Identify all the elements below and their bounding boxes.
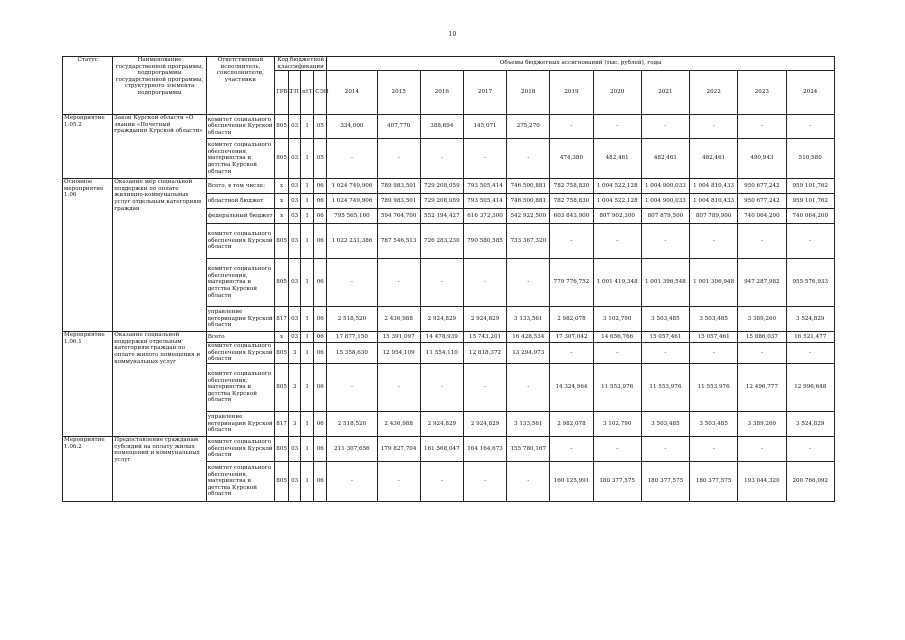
value-cell: 807 789,900 xyxy=(690,209,738,224)
value-cell: 11 553,976 xyxy=(690,363,738,411)
value-cell: 1 004 522,128 xyxy=(593,194,641,209)
code-cell: 06 xyxy=(314,224,327,259)
responsible-cell: федеральный бюджет xyxy=(206,209,274,224)
value-cell: 510,580 xyxy=(786,139,835,179)
value-cell: - xyxy=(738,436,786,461)
responsible-cell: комитет социального обеспечения Курской области xyxy=(206,436,274,461)
value-cell: 740 064,200 xyxy=(738,209,786,224)
value-cell: 14 478,939 xyxy=(420,332,463,343)
code-cell: 06 xyxy=(314,209,327,224)
value-cell: 482,461 xyxy=(690,139,738,179)
value-cell: 1 022 231,386 xyxy=(327,224,377,259)
value-cell: - xyxy=(550,343,593,364)
code-cell: 03 xyxy=(289,307,301,332)
value-cell: 603 843,900 xyxy=(550,209,593,224)
code-cell: 03 xyxy=(289,332,301,343)
code-cell: 06 xyxy=(314,343,327,364)
responsible-cell: комитет социального обеспечения, материнства и детства Курской области xyxy=(206,139,274,179)
value-cell: 334,000 xyxy=(327,115,377,139)
value-cell: 950 677,242 xyxy=(738,194,786,209)
code-cell: 06 xyxy=(314,411,327,436)
value-cell: - xyxy=(327,363,377,411)
value-cell: 955 576,933 xyxy=(786,259,835,307)
value-cell: 180 377,575 xyxy=(593,461,641,501)
code-cell: 1 xyxy=(301,461,314,501)
value-cell: 959 101,762 xyxy=(786,194,835,209)
value-cell: 3 389,260 xyxy=(738,411,786,436)
value-cell: - xyxy=(593,436,641,461)
value-cell: 1 004 810,433 xyxy=(690,179,738,194)
code-cell: 03 xyxy=(289,461,301,501)
value-cell: 388,694 xyxy=(420,115,463,139)
value-cell: - xyxy=(420,461,463,501)
value-cell: - xyxy=(786,115,835,139)
value-cell: 2 982,078 xyxy=(550,411,593,436)
value-cell: - xyxy=(690,115,738,139)
table-row xyxy=(63,332,835,343)
value-cell: - xyxy=(463,139,506,179)
value-cell: 145,071 xyxy=(463,115,506,139)
value-cell: 729 208,059 xyxy=(420,194,463,209)
code-cell: х xyxy=(275,194,289,209)
value-cell: 490,943 xyxy=(738,139,786,179)
value-cell: - xyxy=(507,461,550,501)
value-cell: - xyxy=(690,436,738,461)
code-cell: 805 xyxy=(275,436,289,461)
value-cell: - xyxy=(738,115,786,139)
header-year: 2020 xyxy=(593,71,641,115)
value-cell: - xyxy=(550,436,593,461)
header-code-col: ГРБС xyxy=(275,71,289,115)
value-cell: 2 436,988 xyxy=(377,411,420,436)
value-cell: 542 922,500 xyxy=(507,209,550,224)
value-cell: 789 983,501 xyxy=(377,179,420,194)
value-cell: - xyxy=(463,363,506,411)
code-cell: 1 xyxy=(301,332,314,343)
responsible-cell: управление ветеринарии Курской области xyxy=(206,411,274,436)
value-cell: 161 568,047 xyxy=(420,436,463,461)
value-cell: 15 057,461 xyxy=(641,332,689,343)
code-cell: 3 xyxy=(289,343,301,364)
code-cell: 3 xyxy=(289,411,301,436)
value-cell: 795 565,100 xyxy=(327,209,377,224)
code-cell: 1 xyxy=(301,436,314,461)
value-cell: - xyxy=(690,224,738,259)
value-cell: - xyxy=(550,115,593,139)
value-cell: 779 776,752 xyxy=(550,259,593,307)
value-cell: - xyxy=(463,461,506,501)
value-cell: 15 358,630 xyxy=(327,343,377,364)
code-cell: 03 xyxy=(289,115,301,139)
responsible-cell: комитет социального обеспечения Курской области xyxy=(207,343,273,363)
code-cell: 817 xyxy=(275,411,289,436)
table-row xyxy=(63,179,835,194)
name-cell: Оказание мер социальной поддержки по оплате жилищно-коммунальных услуг отдельным категориям граждан xyxy=(113,179,206,332)
value-cell: - xyxy=(593,224,641,259)
name-cell: Предоставление гражданам субсидий на оплату жилых помещений и коммунальных услуг xyxy=(113,436,206,501)
value-cell: - xyxy=(593,343,641,364)
responsible-cell: комитет социального обеспечения Курской области xyxy=(206,115,274,139)
value-cell: 733 367,320 xyxy=(507,224,550,259)
header-budget-code: Код бюджетной классификации xyxy=(275,57,327,71)
value-cell: 2 436,988 xyxy=(377,307,420,332)
code-cell: 06 xyxy=(314,461,327,501)
value-cell: 482,461 xyxy=(593,139,641,179)
status-cell: Мероприятие 1.05.2 xyxy=(63,115,113,179)
header-year: 2019 xyxy=(550,71,593,115)
code-cell: 03 xyxy=(289,139,301,179)
value-cell: - xyxy=(507,363,550,411)
value-cell: 1 004 900,033 xyxy=(641,194,689,209)
table-row xyxy=(63,436,835,461)
value-cell: 164 164,673 xyxy=(463,436,506,461)
header-year: 2024 xyxy=(786,71,835,115)
value-cell: - xyxy=(593,115,641,139)
responsible-cell: управление ветеринарии Курской области xyxy=(206,307,274,332)
table-row xyxy=(63,115,835,139)
responsible-cell: Всего xyxy=(206,332,274,343)
responsible-cell: комитет социального обеспечения, материнства и детства Курской области xyxy=(206,363,274,411)
code-cell: х xyxy=(275,209,289,224)
header-year: 2014 xyxy=(327,71,377,115)
header-code-col: пГП xyxy=(301,71,314,115)
status-cell: Мероприятие 1.06.2 xyxy=(63,436,113,501)
code-cell: 06 xyxy=(314,307,327,332)
value-cell: - xyxy=(641,115,689,139)
value-cell: - xyxy=(377,461,420,501)
header-year: 2021 xyxy=(641,71,689,115)
value-cell: - xyxy=(327,259,377,307)
code-cell: 03 xyxy=(289,179,301,194)
value-cell: 793 505,414 xyxy=(463,179,506,194)
value-cell: 3 389,260 xyxy=(738,307,786,332)
value-cell: - xyxy=(786,224,835,259)
value-cell: 787 546,513 xyxy=(377,224,420,259)
value-cell: 14 656,766 xyxy=(593,332,641,343)
responsible-cell: Всего, в том числе: xyxy=(206,179,274,194)
header-year: 2018 xyxy=(507,71,550,115)
responsible-cell: комитет социального обеспечения, материнства и детства Курской области xyxy=(206,461,274,501)
value-cell: 616 372,300 xyxy=(463,209,506,224)
value-cell: 3 133,561 xyxy=(507,307,550,332)
value-cell: 3 503,485 xyxy=(641,307,689,332)
code-cell: 05 xyxy=(314,115,327,139)
value-cell: - xyxy=(738,224,786,259)
value-cell: 155 780,167 xyxy=(507,436,550,461)
header-year: 2022 xyxy=(690,71,738,115)
value-cell: - xyxy=(641,343,689,364)
value-cell: - xyxy=(550,224,593,259)
code-cell: 06 xyxy=(314,259,327,307)
code-cell: 1 xyxy=(301,307,314,332)
value-cell: 275,270 xyxy=(507,115,550,139)
value-cell: - xyxy=(641,436,689,461)
value-cell: 180 377,575 xyxy=(690,461,738,501)
value-cell: 12 954,109 xyxy=(377,343,420,364)
value-cell: 17 877,150 xyxy=(327,332,377,343)
value-cell: 12 996,648 xyxy=(786,363,835,411)
value-cell: - xyxy=(786,343,835,364)
header-responsible: Ответственный исполнитель, соисполнители, участники xyxy=(206,57,274,115)
code-cell: 805 xyxy=(275,343,289,364)
value-cell: - xyxy=(327,461,377,501)
value-cell: 11 553,976 xyxy=(641,363,689,411)
value-cell: 1 004 900,033 xyxy=(641,179,689,194)
value-cell: - xyxy=(507,259,550,307)
code-cell: 1 xyxy=(301,139,314,179)
value-cell: 2 924,829 xyxy=(420,307,463,332)
value-cell: 15 057,461 xyxy=(690,332,738,343)
value-cell: - xyxy=(738,343,786,364)
value-cell: 789 983,501 xyxy=(377,194,420,209)
value-cell: 2 518,520 xyxy=(327,411,377,436)
header-volumes: Объемы бюджетных ассигнований (тыс. рублей), годы xyxy=(327,57,835,71)
value-cell: 3 524,829 xyxy=(786,411,835,436)
responsible-cell: областной бюджет xyxy=(206,194,274,209)
value-cell: 193 044,320 xyxy=(738,461,786,501)
value-cell: - xyxy=(641,224,689,259)
value-cell: 793 505,414 xyxy=(463,194,506,209)
code-cell: 1 xyxy=(301,259,314,307)
header-year: 2015 xyxy=(377,71,420,115)
code-cell: 805 xyxy=(275,139,289,179)
value-cell: 947 287,982 xyxy=(738,259,786,307)
code-cell: 1 xyxy=(301,224,314,259)
header-code-col: СЭП xyxy=(314,71,327,115)
value-cell: 790 580,585 xyxy=(463,224,506,259)
header-code-col: ГП xyxy=(289,71,301,115)
header-name: Наименование государственной программы, подпрограммы государственной программы, структурного элемента подпрограммы xyxy=(113,57,206,115)
code-cell: 1 xyxy=(301,411,314,436)
code-cell: 805 xyxy=(275,461,289,501)
name-cell: Оказание социальной поддержки отдельным категориям граждан по оплате жилого помещения и коммунальных услуг xyxy=(113,332,206,437)
code-cell: 06 xyxy=(314,332,327,343)
value-cell: 3 524,829 xyxy=(786,307,835,332)
value-cell: - xyxy=(377,363,420,411)
value-cell: 3 503,485 xyxy=(690,411,738,436)
code-cell: 805 xyxy=(275,363,289,411)
name-cell: Закон Курской области «О звании «Почетный гражданин Курской области» xyxy=(113,115,206,179)
value-cell: 807 902,300 xyxy=(593,209,641,224)
value-cell: - xyxy=(377,139,420,179)
code-cell: 3 xyxy=(289,363,301,411)
value-cell: - xyxy=(690,343,738,364)
value-cell: 950 677,242 xyxy=(738,179,786,194)
value-cell: 782 758,830 xyxy=(550,194,593,209)
value-cell: 3 503,485 xyxy=(690,307,738,332)
value-cell: 15 743,201 xyxy=(463,332,506,343)
value-cell: 740 064,200 xyxy=(786,209,835,224)
code-cell: 1 xyxy=(301,363,314,411)
code-cell: 805 xyxy=(275,259,289,307)
code-cell: 1 xyxy=(301,343,314,364)
value-cell: 594 764,700 xyxy=(377,209,420,224)
value-cell: - xyxy=(420,363,463,411)
value-cell: - xyxy=(786,436,835,461)
value-cell: 482,461 xyxy=(641,139,689,179)
code-cell: 06 xyxy=(314,179,327,194)
value-cell: 407,770 xyxy=(377,115,420,139)
value-cell: - xyxy=(377,259,420,307)
value-cell: 1 004 522,128 xyxy=(593,179,641,194)
value-cell: 3 102,790 xyxy=(593,411,641,436)
value-cell: 474,380 xyxy=(550,139,593,179)
value-cell: 729 208,059 xyxy=(420,179,463,194)
value-cell: 2 924,829 xyxy=(463,307,506,332)
code-cell: 03 xyxy=(289,209,301,224)
code-cell: 05 xyxy=(314,139,327,179)
value-cell: 782 758,830 xyxy=(550,179,593,194)
value-cell: 3 133,561 xyxy=(507,411,550,436)
value-cell: 1 024 749,906 xyxy=(327,179,377,194)
value-cell: 15 391,097 xyxy=(377,332,420,343)
value-cell: - xyxy=(420,259,463,307)
value-cell: 3 503,485 xyxy=(641,411,689,436)
value-cell: 14 324,964 xyxy=(550,363,593,411)
code-cell: 06 xyxy=(314,436,327,461)
value-cell: 179 827,704 xyxy=(377,436,420,461)
value-cell: 959 101,762 xyxy=(786,179,835,194)
value-cell: 160 125,991 xyxy=(550,461,593,501)
code-cell: 06 xyxy=(314,194,327,209)
code-cell: 1 xyxy=(301,115,314,139)
value-cell: 3 102,790 xyxy=(593,307,641,332)
value-cell: 552 194,427 xyxy=(420,209,463,224)
value-cell: 11 553,976 xyxy=(593,363,641,411)
value-cell: 2 982,078 xyxy=(550,307,593,332)
budget-table xyxy=(62,56,835,502)
code-cell: 1 xyxy=(301,209,314,224)
code-cell: 805 xyxy=(275,224,289,259)
code-cell: 03 xyxy=(289,436,301,461)
code-cell: 03 xyxy=(289,259,301,307)
value-cell: 1 001 419,348 xyxy=(593,259,641,307)
responsible-cell: комитет социального обеспечения Курской области xyxy=(206,224,274,259)
value-cell: 11 554,110 xyxy=(420,343,463,364)
value-cell: 1 001 306,948 xyxy=(690,259,738,307)
responsible-cell: комитет социального обеспечения, материнства и детства Курской области xyxy=(206,259,274,307)
page-number: 10 xyxy=(448,31,457,38)
status-cell: Мероприятие 1.06.1 xyxy=(63,332,113,437)
value-cell: - xyxy=(507,139,550,179)
value-cell: 2 518,520 xyxy=(327,307,377,332)
code-cell: х xyxy=(275,179,289,194)
value-cell: 807 879,500 xyxy=(641,209,689,224)
code-cell: х xyxy=(275,332,289,343)
value-cell: 726 283,230 xyxy=(420,224,463,259)
value-cell: 746 500,881 xyxy=(507,194,550,209)
header-status: Статус xyxy=(63,57,113,115)
value-cell: - xyxy=(327,139,377,179)
code-cell: 06 xyxy=(314,363,327,411)
code-cell: 03 xyxy=(289,194,301,209)
value-cell: 13 294,973 xyxy=(507,343,550,364)
header-year: 2023 xyxy=(738,71,786,115)
code-cell: 03 xyxy=(289,224,301,259)
value-cell: 17 307,042 xyxy=(550,332,593,343)
code-cell: 805 xyxy=(275,115,289,139)
header-year: 2017 xyxy=(463,71,506,115)
value-cell: 12 818,372 xyxy=(463,343,506,364)
header-year: 2016 xyxy=(420,71,463,115)
value-cell: 16 521,477 xyxy=(786,332,835,343)
value-cell: 200 766,092 xyxy=(786,461,835,501)
value-cell: 180 377,575 xyxy=(641,461,689,501)
value-cell: 1 004 810,433 xyxy=(690,194,738,209)
value-cell: 746 500,881 xyxy=(507,179,550,194)
value-cell: 1 024 749,906 xyxy=(327,194,377,209)
value-cell: 12 496,777 xyxy=(738,363,786,411)
status-cell: Основное мероприятие 1.06 xyxy=(63,179,113,332)
value-cell: 16 428,534 xyxy=(507,332,550,343)
value-cell: 1 001 396,548 xyxy=(641,259,689,307)
code-cell: 1 xyxy=(301,179,314,194)
value-cell: 2 924,829 xyxy=(420,411,463,436)
code-cell: 1 xyxy=(301,194,314,209)
value-cell: - xyxy=(463,259,506,307)
value-cell: 211 307,656 xyxy=(327,436,377,461)
value-cell: 2 924,829 xyxy=(463,411,506,436)
code-cell: 817 xyxy=(275,307,289,332)
value-cell: - xyxy=(420,139,463,179)
value-cell: 15 886,037 xyxy=(738,332,786,343)
